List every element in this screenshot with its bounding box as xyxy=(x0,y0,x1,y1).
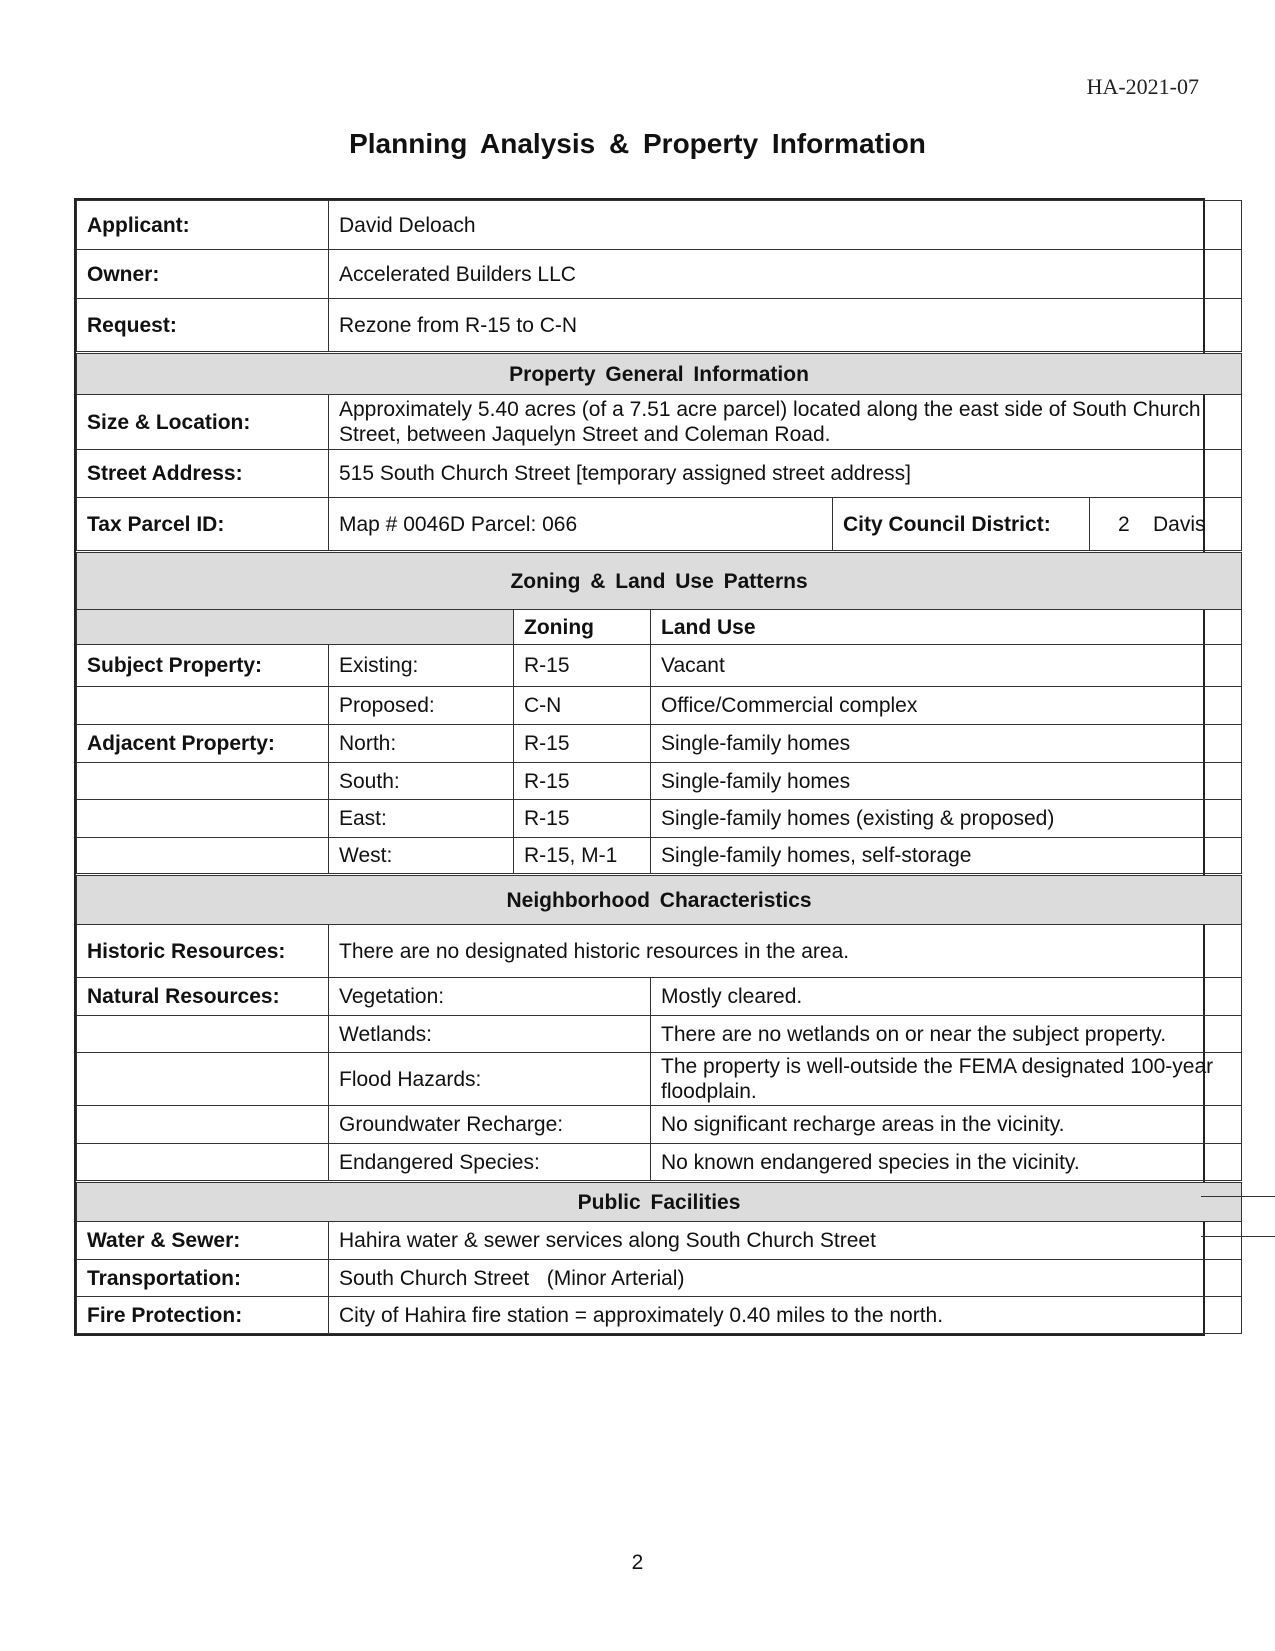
zoning-row-direction: West: xyxy=(329,838,514,875)
applicant-row xyxy=(77,201,1242,250)
natural-resource-value: There are no wetlands on or near the subject property. xyxy=(651,1016,1242,1053)
zoning-row-label xyxy=(77,763,329,800)
zoning-row-label xyxy=(77,838,329,875)
natural-resource-item: Wetlands: xyxy=(329,1016,651,1053)
zoning-row-zone: R-15 xyxy=(514,645,651,687)
public-facility-row xyxy=(77,1222,1242,1260)
owner-value: Accelerated Builders LLC xyxy=(329,250,1242,299)
public-facility-value: South Church Street (Minor Arterial) xyxy=(329,1260,1242,1297)
natural-resource-row xyxy=(77,1144,1242,1182)
natural-resource-blank xyxy=(77,1053,329,1106)
public-facilities-heading: Public Facilities xyxy=(77,1182,1242,1222)
public-facility-value: Hahira water & sewer services along South Church Street xyxy=(329,1222,1242,1260)
natural-resource-value: No known endangered species in the vicinity. xyxy=(651,1144,1242,1182)
zoning-row-zone: C-N xyxy=(514,687,651,725)
page-title: Planning Analysis & Property Information xyxy=(349,128,926,159)
natural-resource-row xyxy=(77,1106,1242,1144)
zoning-row xyxy=(77,800,1242,838)
natural-resource-blank xyxy=(77,1016,329,1053)
general-info-header xyxy=(77,353,1242,395)
zoning-row-land-use: Single-family homes (existing & proposed) xyxy=(651,800,1242,838)
table-rule-extension xyxy=(1201,1196,1275,1197)
tax-parcel-label: Tax Parcel ID: xyxy=(77,498,329,552)
zoning-row-direction: Proposed: xyxy=(329,687,514,725)
tax-parcel-row xyxy=(77,498,1242,552)
zoning-row xyxy=(77,725,1242,763)
zoning-row xyxy=(77,763,1242,800)
public-facility-row xyxy=(77,1260,1242,1297)
natural-resource-item: Endangered Species: xyxy=(329,1144,651,1182)
applicant-label: Applicant: xyxy=(77,201,329,250)
neighborhood-header xyxy=(77,875,1242,925)
public-facility-label: Transportation: xyxy=(77,1260,329,1297)
natural-resource-row xyxy=(77,978,1242,1016)
natural-resource-blank xyxy=(77,1106,329,1144)
natural-resource-item: Flood Hazards: xyxy=(329,1053,651,1106)
zoning-header xyxy=(77,552,1242,610)
owner-label: Owner: xyxy=(77,250,329,299)
land-use-column-header: Land Use xyxy=(651,610,1242,645)
size-location-row xyxy=(77,395,1242,450)
zoning-heading: Zoning & Land Use Patterns xyxy=(77,552,1242,610)
public-facility-row xyxy=(77,1297,1242,1334)
document-id: HA-2021-07 xyxy=(1086,74,1199,99)
zoning-row-land-use: Single-family homes xyxy=(651,725,1242,763)
size-location-value: Approximately 5.40 acres (of a 7.51 acre parcel) located along the east side of South Church Street, between Jaquelyn Street and Coleman Road. xyxy=(329,395,1242,450)
historic-resources-value: There are no designated historic resources in the area. xyxy=(329,925,1242,978)
public-facility-label: Water & Sewer: xyxy=(77,1222,329,1260)
zoning-row-label: Subject Property: xyxy=(77,645,329,687)
zoning-header-blank xyxy=(77,610,514,645)
zoning-row-land-use: Single-family homes xyxy=(651,763,1242,800)
zoning-row-label: Adjacent Property: xyxy=(77,725,329,763)
zoning-row-land-use: Vacant xyxy=(651,645,1242,687)
neighborhood-heading: Neighborhood Characteristics xyxy=(77,875,1242,925)
size-location-label: Size & Location: xyxy=(77,395,329,450)
street-address-label: Street Address: xyxy=(77,450,329,498)
property-info-table xyxy=(74,198,1214,1336)
street-address-row xyxy=(77,450,1242,498)
request-row xyxy=(77,299,1242,353)
natural-resource-row xyxy=(77,1053,1242,1106)
zoning-column-header-row xyxy=(77,610,1242,645)
zoning-column-header: Zoning xyxy=(514,610,651,645)
zoning-row xyxy=(77,687,1242,725)
natural-resource-value: Mostly cleared. xyxy=(651,978,1242,1016)
applicant-value: David Deloach xyxy=(329,201,1242,250)
zoning-row-zone: R-15 xyxy=(514,800,651,838)
council-district-label: City Council District: xyxy=(833,498,1090,552)
zoning-row xyxy=(77,645,1242,687)
natural-resource-item: Vegetation: xyxy=(329,978,651,1016)
table-rule-extension xyxy=(1201,1236,1275,1237)
zoning-row-direction: South: xyxy=(329,763,514,800)
owner-row xyxy=(77,250,1242,299)
natural-resource-value: No significant recharge areas in the vicinity. xyxy=(651,1106,1242,1144)
natural-resources-label: Natural Resources: xyxy=(77,978,329,1016)
request-label: Request: xyxy=(77,299,329,353)
zoning-row-zone: R-15, M-1 xyxy=(514,838,651,875)
public-facility-label: Fire Protection: xyxy=(77,1297,329,1334)
zoning-row-land-use: Office/Commercial complex xyxy=(651,687,1242,725)
zoning-row-label xyxy=(77,687,329,725)
zoning-row-zone: R-15 xyxy=(514,763,651,800)
natural-resource-blank xyxy=(77,1144,329,1182)
natural-resource-item: Groundwater Recharge: xyxy=(329,1106,651,1144)
zoning-row-direction: Existing: xyxy=(329,645,514,687)
natural-resource-value: The property is well-outside the FEMA designated 100-year floodplain. xyxy=(651,1053,1242,1106)
zoning-row xyxy=(77,838,1242,875)
page-number: 2 xyxy=(631,1551,644,1574)
tax-parcel-value: Map # 0046D Parcel: 066 xyxy=(329,498,833,552)
request-value: Rezone from R-15 to C-N xyxy=(329,299,1242,353)
zoning-row-label xyxy=(77,800,329,838)
zoning-row-direction: North: xyxy=(329,725,514,763)
zoning-row-direction: East: xyxy=(329,800,514,838)
public-facilities-header xyxy=(77,1182,1242,1222)
general-info-heading: Property General Information xyxy=(77,353,1242,395)
council-district-value: 2 Davis xyxy=(1090,498,1242,552)
street-address-value: 515 South Church Street [temporary assigned street address] xyxy=(329,450,1242,498)
natural-resource-row xyxy=(77,1016,1242,1053)
zoning-row-zone: R-15 xyxy=(514,725,651,763)
zoning-row-land-use: Single-family homes, self-storage xyxy=(651,838,1242,875)
public-facility-value: City of Hahira fire station = approximately 0.40 miles to the north. xyxy=(329,1297,1242,1334)
historic-resources-row xyxy=(77,925,1242,978)
historic-resources-label: Historic Resources: xyxy=(77,925,329,978)
